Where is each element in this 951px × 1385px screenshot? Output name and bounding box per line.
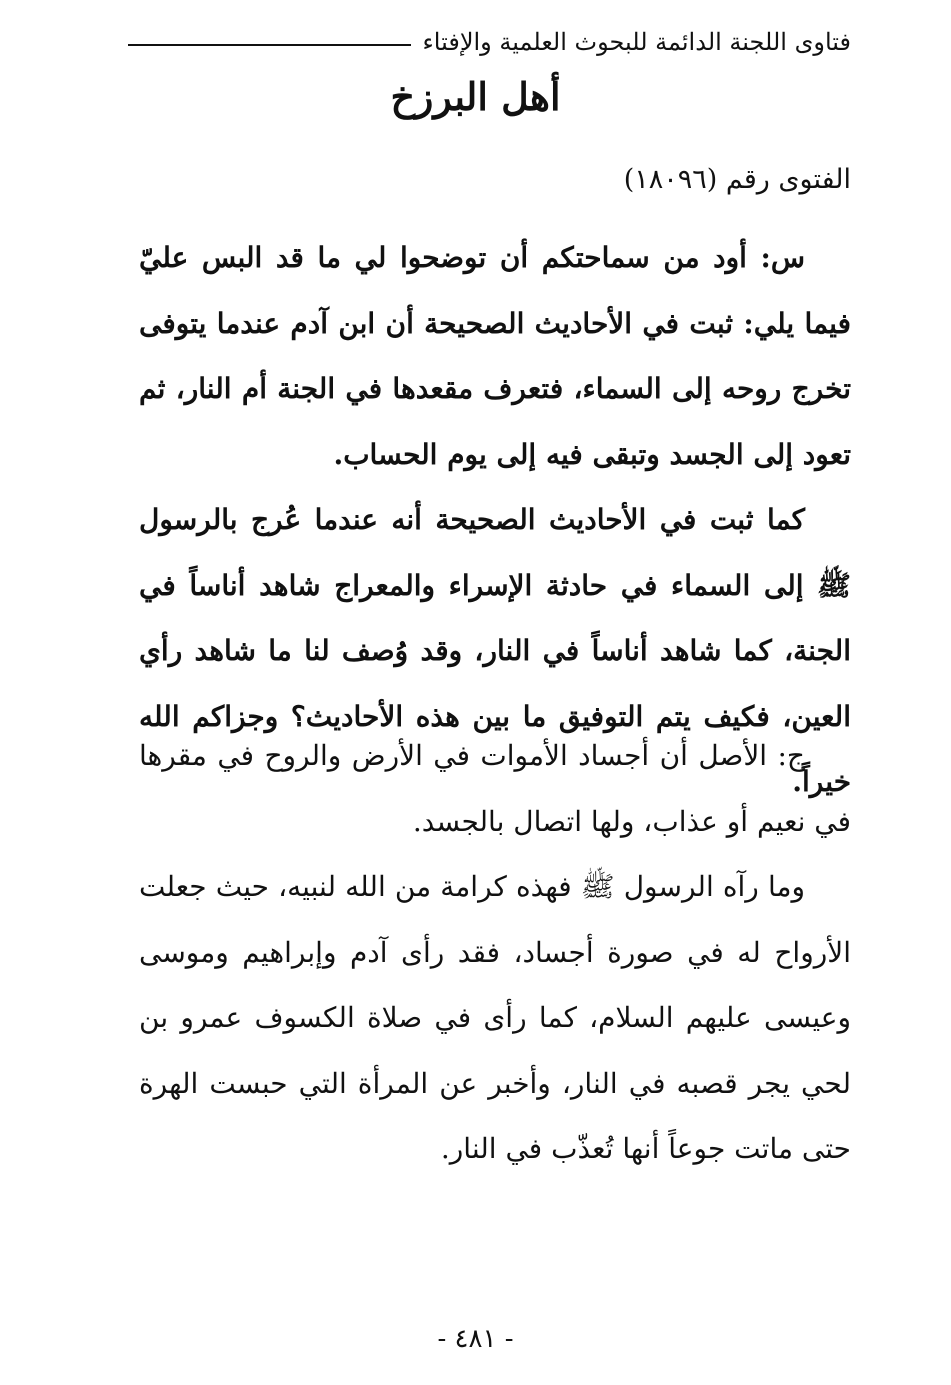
question-paragraph: كما ثبت في الأحاديث الصحيحة أنه عندما عُرج بالرسول ﷺ إلى السماء في حادثة الإسراء والمعراج شاهد أناساً في الجنة، كما شاهد أناساً في النار، وقد وُصف لنا ما شاهد رأي العين، فكيف يتم التوفيق ما بين هذه الأحاديث؟ وجزاكم الله خيراً. bbox=[139, 503, 852, 798]
running-header bbox=[128, 22, 851, 62]
answer-paragraph: وما رآه الرسول ﷺ فهذه كرامة من الله لنبيه، حيث جعلت الأرواح له في صورة أجساد، فقد رأى آدم وإبراهيم وموسى وعيسى عليهم السلام، كما رأى في صلاة الكسوف عمرو بن لحي يجر قصبه في النار، وأخبر عن المرأة التي حبست الهرة حتى ماتت جوعاً أنها تُعذّب في النار. bbox=[139, 870, 851, 1165]
page-title: أهل البرزخ bbox=[390, 74, 561, 119]
page-number: - ٤٨١ - bbox=[437, 1324, 514, 1354]
fatwa-number: الفتوى رقم (١٨٠٩٦) bbox=[623, 164, 851, 195]
answer-block bbox=[139, 723, 851, 1182]
answer-paragraph: ج: الأصل أن أجساد الأموات في الأرض والروح في مقرها في نعيم أو عذاب، ولها اتصال بالجسد. bbox=[139, 739, 851, 838]
header-rule bbox=[128, 44, 411, 46]
question-paragraph: س: أود من سماحتكم أن توضحوا لي ما قد البس عليّ فيما يلي: ثبت في الأحاديث الصحيحة أن ابن آدم عندما يتوفى تخرج روحه إلى السماء، فتعرف مقعدها في الجنة أم النار، ثم تعود إلى الجسد وتبقى فيه إلى يوم الحساب. bbox=[139, 241, 851, 471]
running-header-title: فتاوى اللجنة الدائمة للبحوث العلمية والإفتاء bbox=[422, 28, 851, 56]
